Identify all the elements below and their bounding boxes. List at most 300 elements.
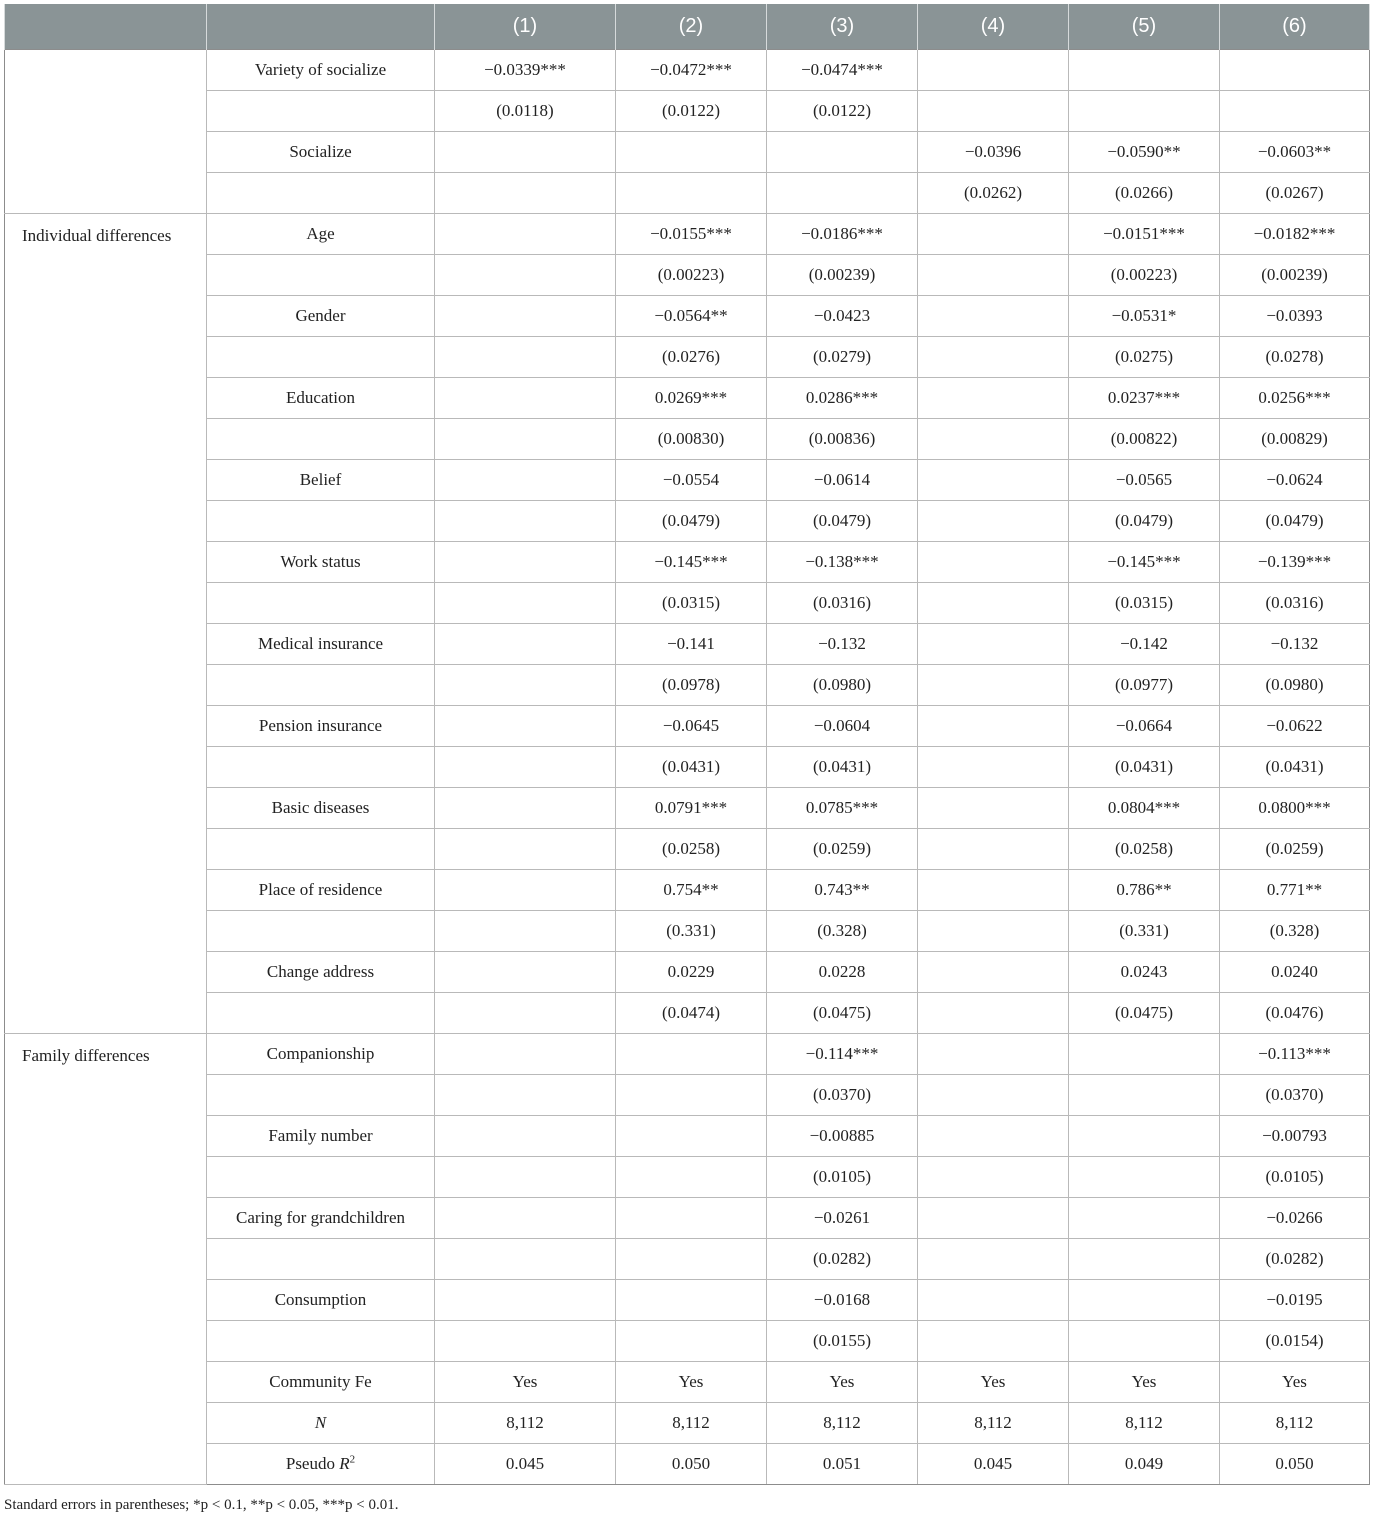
coef-cell-model-6: 0.050 xyxy=(1220,1444,1370,1485)
coef-cell-model-6: (0.0479) xyxy=(1220,501,1370,542)
variable-name xyxy=(207,583,435,624)
variable-name xyxy=(207,419,435,460)
coef-cell-model-1 xyxy=(435,337,616,378)
table-row xyxy=(5,1239,1370,1280)
coef-cell-model-2: (0.00830) xyxy=(616,419,767,460)
coef-cell-model-2: −0.0554 xyxy=(616,460,767,501)
table-row xyxy=(5,173,1370,214)
coef-cell-model-6: (0.0431) xyxy=(1220,747,1370,788)
coef-cell-model-6: −0.132 xyxy=(1220,624,1370,665)
coef-cell-model-5: (0.331) xyxy=(1069,911,1220,952)
coef-cell-model-6: 8,112 xyxy=(1220,1403,1370,1444)
variable-name: Socialize xyxy=(207,132,435,173)
table-row xyxy=(5,1321,1370,1362)
table-row xyxy=(5,501,1370,542)
coef-cell-model-3: (0.0479) xyxy=(767,501,918,542)
coef-cell-model-5 xyxy=(1069,1321,1220,1362)
coef-cell-model-6: 0.0800*** xyxy=(1220,788,1370,829)
coef-cell-model-6: (0.0316) xyxy=(1220,583,1370,624)
coef-cell-model-6: −0.0622 xyxy=(1220,706,1370,747)
coef-cell-model-5: (0.00822) xyxy=(1069,419,1220,460)
coef-cell-model-6: (0.0105) xyxy=(1220,1157,1370,1198)
coef-cell-model-4: (0.0262) xyxy=(918,173,1069,214)
coef-cell-model-1 xyxy=(435,870,616,911)
coef-cell-model-3: 8,112 xyxy=(767,1403,918,1444)
variable-name xyxy=(207,665,435,706)
coef-cell-model-3 xyxy=(767,132,918,173)
coef-cell-model-6: −0.0195 xyxy=(1220,1280,1370,1321)
variable-name: Caring for grandchildren xyxy=(207,1198,435,1239)
superscript: 2 xyxy=(349,1453,356,1466)
coef-cell-model-1 xyxy=(435,255,616,296)
coef-cell-model-2 xyxy=(616,1157,767,1198)
coef-cell-model-2: −0.0155*** xyxy=(616,214,767,255)
coef-cell-model-6: (0.00239) xyxy=(1220,255,1370,296)
coef-cell-model-3: −0.0261 xyxy=(767,1198,918,1239)
variable-name-text: Pseudo R xyxy=(285,1454,350,1473)
coef-cell-model-4 xyxy=(918,296,1069,337)
coef-cell-model-5: −0.145*** xyxy=(1069,542,1220,583)
coef-cell-model-6: (0.0282) xyxy=(1220,1239,1370,1280)
header-model-1: (1) xyxy=(435,4,616,50)
coef-cell-model-1 xyxy=(435,173,616,214)
coef-cell-model-1 xyxy=(435,665,616,706)
coef-cell-model-3: −0.0168 xyxy=(767,1280,918,1321)
coef-cell-model-4 xyxy=(918,1034,1069,1075)
coef-cell-model-6: −0.00793 xyxy=(1220,1116,1370,1157)
variable-name xyxy=(207,501,435,542)
coef-cell-model-2 xyxy=(616,1116,767,1157)
coef-cell-model-1 xyxy=(435,1075,616,1116)
coef-cell-model-6: (0.328) xyxy=(1220,911,1370,952)
coef-cell-model-5: 8,112 xyxy=(1069,1403,1220,1444)
variable-name: Age xyxy=(207,214,435,255)
coef-cell-model-2 xyxy=(616,132,767,173)
coef-cell-model-4 xyxy=(918,50,1069,91)
coef-cell-model-6: (0.00829) xyxy=(1220,419,1370,460)
coef-cell-model-1 xyxy=(435,1034,616,1075)
footnote-text: Standard errors in parentheses; *p < 0.1, **p < 0.05, ***p < 0.01. xyxy=(4,1497,399,1513)
coef-cell-model-2 xyxy=(616,1075,767,1116)
variable-name-text: N xyxy=(314,1413,327,1432)
coef-cell-model-5: 0.0804*** xyxy=(1069,788,1220,829)
coef-cell-model-1 xyxy=(435,1321,616,1362)
coef-cell-model-6: (0.0370) xyxy=(1220,1075,1370,1116)
variable-name: Education xyxy=(207,378,435,419)
coef-cell-model-5: −0.0664 xyxy=(1069,706,1220,747)
coef-cell-model-1 xyxy=(435,952,616,993)
variable-name xyxy=(207,829,435,870)
coef-cell-model-3: −0.00885 xyxy=(767,1116,918,1157)
coef-cell-model-5: 0.786** xyxy=(1069,870,1220,911)
variable-name xyxy=(207,337,435,378)
group-label: Family differences xyxy=(5,1034,207,1485)
coef-cell-model-2: 0.0791*** xyxy=(616,788,767,829)
coef-cell-model-3: (0.0370) xyxy=(767,1075,918,1116)
coef-cell-model-5: 0.0237*** xyxy=(1069,378,1220,419)
coef-cell-model-1 xyxy=(435,1198,616,1239)
coef-cell-model-5: (0.0977) xyxy=(1069,665,1220,706)
coef-cell-model-4 xyxy=(918,1198,1069,1239)
coef-cell-model-2 xyxy=(616,1198,767,1239)
coef-cell-model-2: (0.00223) xyxy=(616,255,767,296)
coef-cell-model-6: −0.113*** xyxy=(1220,1034,1370,1075)
header-group xyxy=(5,4,207,50)
coef-cell-model-3: (0.0475) xyxy=(767,993,918,1034)
coef-cell-model-6: (0.0267) xyxy=(1220,173,1370,214)
coef-cell-model-5 xyxy=(1069,1239,1220,1280)
coef-cell-model-3: −0.114*** xyxy=(767,1034,918,1075)
table-row xyxy=(5,870,1370,911)
coef-cell-model-3: −0.0614 xyxy=(767,460,918,501)
coef-cell-model-4 xyxy=(918,1239,1069,1280)
coef-cell-model-6 xyxy=(1220,50,1370,91)
table-row xyxy=(5,1403,1370,1444)
coef-cell-model-1 xyxy=(435,788,616,829)
table-row xyxy=(5,993,1370,1034)
coef-cell-model-4: 8,112 xyxy=(918,1403,1069,1444)
coef-cell-model-4 xyxy=(918,1280,1069,1321)
coef-cell-model-3: (0.0122) xyxy=(767,91,918,132)
table-row xyxy=(5,50,1370,91)
coef-cell-model-2: 0.050 xyxy=(616,1444,767,1485)
coef-cell-model-3: (0.0105) xyxy=(767,1157,918,1198)
coef-cell-model-4 xyxy=(918,542,1069,583)
coef-cell-model-4 xyxy=(918,747,1069,788)
coef-cell-model-5 xyxy=(1069,91,1220,132)
variable-name: Basic diseases xyxy=(207,788,435,829)
table-row xyxy=(5,337,1370,378)
coef-cell-model-1 xyxy=(435,132,616,173)
coef-cell-model-6: 0.0256*** xyxy=(1220,378,1370,419)
table-row xyxy=(5,419,1370,460)
variable-name: Variety of socialize xyxy=(207,50,435,91)
coef-cell-model-1 xyxy=(435,542,616,583)
variable-name xyxy=(207,1239,435,1280)
coef-cell-model-1 xyxy=(435,747,616,788)
coef-cell-model-4: Yes xyxy=(918,1362,1069,1403)
variable-name: Family number xyxy=(207,1116,435,1157)
coef-cell-model-5: (0.0275) xyxy=(1069,337,1220,378)
coef-cell-model-1 xyxy=(435,829,616,870)
variable-name xyxy=(207,747,435,788)
coef-cell-model-3: −0.0474*** xyxy=(767,50,918,91)
coef-cell-model-2: −0.0645 xyxy=(616,706,767,747)
table-row xyxy=(5,747,1370,788)
coef-cell-model-1: −0.0339*** xyxy=(435,50,616,91)
coef-cell-model-6: (0.0476) xyxy=(1220,993,1370,1034)
coef-cell-model-2: (0.0978) xyxy=(616,665,767,706)
coef-cell-model-3: −0.0186*** xyxy=(767,214,918,255)
coef-cell-model-5 xyxy=(1069,1075,1220,1116)
variable-name: Pension insurance xyxy=(207,706,435,747)
coef-cell-model-3: 0.0785*** xyxy=(767,788,918,829)
coef-cell-model-1 xyxy=(435,624,616,665)
coef-cell-model-2: −0.0472*** xyxy=(616,50,767,91)
regression-table xyxy=(4,4,1370,1485)
table-row xyxy=(5,1198,1370,1239)
coef-cell-model-3: (0.328) xyxy=(767,911,918,952)
coef-cell-model-2: (0.0474) xyxy=(616,993,767,1034)
coef-cell-model-5 xyxy=(1069,50,1220,91)
coef-cell-model-5 xyxy=(1069,1034,1220,1075)
table-row xyxy=(5,1280,1370,1321)
coef-cell-model-2: −0.141 xyxy=(616,624,767,665)
coef-cell-model-5: −0.142 xyxy=(1069,624,1220,665)
coef-cell-model-4 xyxy=(918,501,1069,542)
coef-cell-model-1 xyxy=(435,583,616,624)
coef-cell-model-5: −0.0151*** xyxy=(1069,214,1220,255)
coef-cell-model-4 xyxy=(918,583,1069,624)
table-row xyxy=(5,296,1370,337)
coef-cell-model-1 xyxy=(435,1280,616,1321)
coef-cell-model-6: (0.0980) xyxy=(1220,665,1370,706)
coef-cell-model-3: Yes xyxy=(767,1362,918,1403)
coef-cell-model-3 xyxy=(767,173,918,214)
coef-cell-model-3: (0.0155) xyxy=(767,1321,918,1362)
variable-name xyxy=(207,173,435,214)
coef-cell-model-1 xyxy=(435,706,616,747)
table-row xyxy=(5,788,1370,829)
coef-cell-model-2: 0.754** xyxy=(616,870,767,911)
coef-cell-model-2: (0.0315) xyxy=(616,583,767,624)
table-row xyxy=(5,665,1370,706)
coef-cell-model-3: (0.0431) xyxy=(767,747,918,788)
coef-cell-model-6: (0.0259) xyxy=(1220,829,1370,870)
coef-cell-model-1: Yes xyxy=(435,1362,616,1403)
coef-cell-model-1 xyxy=(435,501,616,542)
coef-cell-model-4 xyxy=(918,624,1069,665)
variable-name xyxy=(207,91,435,132)
coef-cell-model-5: (0.0431) xyxy=(1069,747,1220,788)
coef-cell-model-2: −0.145*** xyxy=(616,542,767,583)
variable-name: Gender xyxy=(207,296,435,337)
coef-cell-model-5: −0.0565 xyxy=(1069,460,1220,501)
coef-cell-model-2: −0.0564** xyxy=(616,296,767,337)
variable-name xyxy=(207,993,435,1034)
coef-cell-model-3: −0.0423 xyxy=(767,296,918,337)
coef-cell-model-4 xyxy=(918,1075,1069,1116)
coef-cell-model-5: −0.0531* xyxy=(1069,296,1220,337)
coef-cell-model-4 xyxy=(918,419,1069,460)
coef-cell-model-3: (0.0282) xyxy=(767,1239,918,1280)
coef-cell-model-2: (0.0276) xyxy=(616,337,767,378)
table-row xyxy=(5,1075,1370,1116)
table-row xyxy=(5,1116,1370,1157)
variable-name: Work status xyxy=(207,542,435,583)
table-row xyxy=(5,460,1370,501)
coef-cell-model-4 xyxy=(918,911,1069,952)
coef-cell-model-4 xyxy=(918,952,1069,993)
coef-cell-model-2: (0.0258) xyxy=(616,829,767,870)
table-row xyxy=(5,1034,1370,1075)
variable-name xyxy=(207,255,435,296)
table-footnote xyxy=(4,1497,398,1514)
variable-name: Change address xyxy=(207,952,435,993)
coef-cell-model-4: 0.045 xyxy=(918,1444,1069,1485)
coef-cell-model-4: −0.0396 xyxy=(918,132,1069,173)
coef-cell-model-4 xyxy=(918,337,1069,378)
header-row xyxy=(5,4,1370,50)
coef-cell-model-3: (0.00239) xyxy=(767,255,918,296)
coef-cell-model-4 xyxy=(918,1321,1069,1362)
coef-cell-model-6: −0.0603** xyxy=(1220,132,1370,173)
table-row xyxy=(5,214,1370,255)
header-model-4: (4) xyxy=(918,4,1069,50)
table-row xyxy=(5,952,1370,993)
variable-name: Medical insurance xyxy=(207,624,435,665)
coef-cell-model-2: 0.0229 xyxy=(616,952,767,993)
coef-cell-model-4 xyxy=(918,255,1069,296)
coef-cell-model-6: −0.0393 xyxy=(1220,296,1370,337)
coef-cell-model-3: 0.051 xyxy=(767,1444,918,1485)
group-label xyxy=(5,50,207,214)
coef-cell-model-3: (0.0259) xyxy=(767,829,918,870)
coef-cell-model-2 xyxy=(616,1280,767,1321)
coef-cell-model-4 xyxy=(918,788,1069,829)
coef-cell-model-5: (0.0258) xyxy=(1069,829,1220,870)
variable-name: Community Fe xyxy=(207,1362,435,1403)
variable-name xyxy=(207,1321,435,1362)
coef-cell-model-4 xyxy=(918,378,1069,419)
coef-cell-model-4 xyxy=(918,870,1069,911)
coef-cell-model-5: (0.0315) xyxy=(1069,583,1220,624)
header-model-3: (3) xyxy=(767,4,918,50)
coef-cell-model-5 xyxy=(1069,1116,1220,1157)
coef-cell-model-6: −0.139*** xyxy=(1220,542,1370,583)
table-row xyxy=(5,91,1370,132)
coef-cell-model-6: (0.0154) xyxy=(1220,1321,1370,1362)
coef-cell-model-1 xyxy=(435,419,616,460)
coef-cell-model-1: (0.0118) xyxy=(435,91,616,132)
coef-cell-model-1 xyxy=(435,1239,616,1280)
coef-cell-model-5: (0.0479) xyxy=(1069,501,1220,542)
coef-cell-model-4 xyxy=(918,1157,1069,1198)
coef-cell-model-5 xyxy=(1069,1280,1220,1321)
coef-cell-model-1 xyxy=(435,1157,616,1198)
table-row xyxy=(5,1362,1370,1403)
coef-cell-model-5: (0.00223) xyxy=(1069,255,1220,296)
coef-cell-model-2 xyxy=(616,1034,767,1075)
coef-cell-model-2: Yes xyxy=(616,1362,767,1403)
coef-cell-model-3: 0.0228 xyxy=(767,952,918,993)
table-row xyxy=(5,255,1370,296)
coef-cell-model-3: 0.0286*** xyxy=(767,378,918,419)
table-row xyxy=(5,911,1370,952)
coef-cell-model-4 xyxy=(918,665,1069,706)
coef-cell-model-4 xyxy=(918,460,1069,501)
variable-name xyxy=(207,1157,435,1198)
coef-cell-model-6: 0.0240 xyxy=(1220,952,1370,993)
coef-cell-model-3: (0.00836) xyxy=(767,419,918,460)
coef-cell-model-4 xyxy=(918,214,1069,255)
coef-cell-model-3: (0.0980) xyxy=(767,665,918,706)
coef-cell-model-1 xyxy=(435,911,616,952)
group-label: Individual differences xyxy=(5,214,207,1034)
coef-cell-model-4 xyxy=(918,91,1069,132)
coef-cell-model-2: 0.0269*** xyxy=(616,378,767,419)
coef-cell-model-2: (0.0431) xyxy=(616,747,767,788)
coef-cell-model-5 xyxy=(1069,1198,1220,1239)
header-model-6: (6) xyxy=(1220,4,1370,50)
coef-cell-model-3: (0.0316) xyxy=(767,583,918,624)
variable-name xyxy=(207,911,435,952)
coef-cell-model-2 xyxy=(616,1239,767,1280)
table-row xyxy=(5,583,1370,624)
coef-cell-model-3: 0.743** xyxy=(767,870,918,911)
coef-cell-model-6 xyxy=(1220,91,1370,132)
coef-cell-model-1 xyxy=(435,1116,616,1157)
table-row xyxy=(5,1444,1370,1485)
coef-cell-model-1 xyxy=(435,993,616,1034)
table-row xyxy=(5,132,1370,173)
coef-cell-model-5 xyxy=(1069,1157,1220,1198)
table-row xyxy=(5,829,1370,870)
table-body xyxy=(5,50,1370,1485)
header-model-5: (5) xyxy=(1069,4,1220,50)
coef-cell-model-2: 8,112 xyxy=(616,1403,767,1444)
coef-cell-model-3: (0.0279) xyxy=(767,337,918,378)
coef-cell-model-6: −0.0624 xyxy=(1220,460,1370,501)
coef-cell-model-5: (0.0266) xyxy=(1069,173,1220,214)
table-row xyxy=(5,1157,1370,1198)
coef-cell-model-5: 0.049 xyxy=(1069,1444,1220,1485)
coef-cell-model-1 xyxy=(435,378,616,419)
coef-cell-model-3: −0.0604 xyxy=(767,706,918,747)
coef-cell-model-1 xyxy=(435,296,616,337)
variable-name: Belief xyxy=(207,460,435,501)
coef-cell-model-2: (0.0479) xyxy=(616,501,767,542)
coef-cell-model-4 xyxy=(918,993,1069,1034)
table-row xyxy=(5,624,1370,665)
coef-cell-model-4 xyxy=(918,829,1069,870)
coef-cell-model-2 xyxy=(616,1321,767,1362)
variable-name: Consumption xyxy=(207,1280,435,1321)
table-row xyxy=(5,706,1370,747)
variable-name: Companionship xyxy=(207,1034,435,1075)
coef-cell-model-1 xyxy=(435,460,616,501)
header-variable xyxy=(207,4,435,50)
coef-cell-model-5: (0.0475) xyxy=(1069,993,1220,1034)
table-row xyxy=(5,542,1370,583)
coef-cell-model-1 xyxy=(435,214,616,255)
coef-cell-model-6: −0.0266 xyxy=(1220,1198,1370,1239)
coef-cell-model-6: 0.771** xyxy=(1220,870,1370,911)
variable-name xyxy=(207,1075,435,1116)
coef-cell-model-4 xyxy=(918,706,1069,747)
coef-cell-model-3: −0.138*** xyxy=(767,542,918,583)
header-model-2: (2) xyxy=(616,4,767,50)
italic-symbol: R xyxy=(339,1454,350,1473)
coef-cell-model-2: (0.331) xyxy=(616,911,767,952)
coef-cell-model-1: 8,112 xyxy=(435,1403,616,1444)
coef-cell-model-3: −0.132 xyxy=(767,624,918,665)
coef-cell-model-2 xyxy=(616,173,767,214)
coef-cell-model-5: 0.0243 xyxy=(1069,952,1220,993)
coef-cell-model-6: (0.0278) xyxy=(1220,337,1370,378)
variable-name: Place of residence xyxy=(207,870,435,911)
variable-name xyxy=(207,1444,435,1485)
coef-cell-model-5: Yes xyxy=(1069,1362,1220,1403)
table-row xyxy=(5,378,1370,419)
coef-cell-model-4 xyxy=(918,1116,1069,1157)
coef-cell-model-6: −0.0182*** xyxy=(1220,214,1370,255)
coef-cell-model-2: (0.0122) xyxy=(616,91,767,132)
coef-cell-model-6: Yes xyxy=(1220,1362,1370,1403)
coef-cell-model-1: 0.045 xyxy=(435,1444,616,1485)
variable-name xyxy=(207,1403,435,1444)
coef-cell-model-5: −0.0590** xyxy=(1069,132,1220,173)
